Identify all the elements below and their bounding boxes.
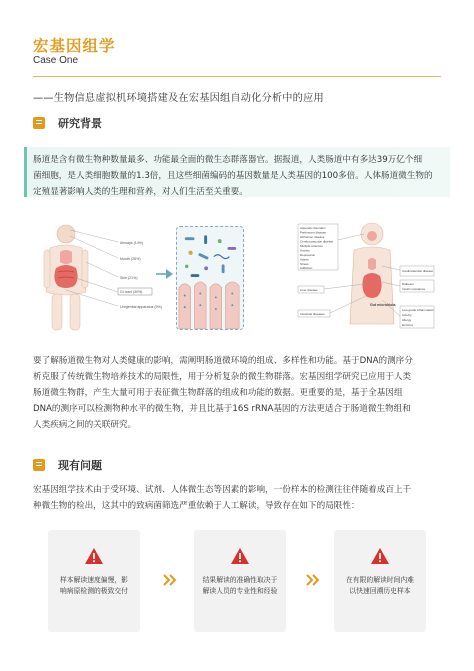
disease-label: Alzheimer disease <box>300 235 325 239</box>
section-heading-background <box>33 116 102 130</box>
card-line: 响病原检测的极致交付 <box>60 587 128 595</box>
problems-paragraph <box>33 482 445 514</box>
limitation-card <box>48 530 140 632</box>
paragraph-line: 宏基因组学技术由于受环境、试剂、人体微生态等因素的影响，一份样本的检测往往伴随着成百上千 <box>33 485 412 495</box>
double-chevron-right-icon <box>306 574 320 586</box>
intro-line: 定殖显著影响人类的生理和营养，对人们生活至关重要。 <box>33 187 248 197</box>
section-heading-problems <box>33 458 102 472</box>
limitation-card <box>194 530 286 632</box>
arrow-right-icon <box>156 268 174 280</box>
human-body-illustration <box>44 225 88 330</box>
label-airways: Airways (14%) <box>120 241 144 245</box>
disease-label: Stress <box>300 262 309 266</box>
section-label: 现有问题 <box>58 459 102 472</box>
label-urogenital: Urogenital apparatus (9%) <box>120 305 162 309</box>
card-text <box>52 575 136 597</box>
disease-label: Activity <box>402 313 412 317</box>
disease-label: Allergy <box>402 318 412 322</box>
disease-label: Addiction <box>300 266 313 270</box>
disease-label: Cerebrovascular disease <box>300 239 334 244</box>
disease-label: Appendix disorders <box>300 226 326 230</box>
gut-microbiota-label: Gut microbiota <box>370 303 396 307</box>
card-line: 在有限的解读时间内难 <box>346 576 414 584</box>
label-mouth: Mouth (26%) <box>120 257 141 261</box>
card-text <box>198 575 282 597</box>
paragraph-line: 种微生物的检出，这其中的致病菌筛选严重依赖于人工解读，导致存在如下的局限性： <box>33 501 360 511</box>
bacteria-illustration <box>185 235 236 277</box>
disease-label: Multiple sclerosis <box>300 244 323 248</box>
intestinal-villi <box>179 282 239 329</box>
gut-disease-figure <box>296 220 436 332</box>
disease-label: Insulin resistance <box>402 287 426 291</box>
disease-label: Liver disease <box>300 288 318 292</box>
title-divider <box>33 76 441 77</box>
body-microbiome-figure <box>36 222 162 332</box>
page-tagline: ——生物信息虚拟机环境搭建及在宏基因组自动化分析中的应用 <box>33 93 324 104</box>
paragraph-line: 析克服了传统微生物培养技术的局限性，用于分析复杂的微生物群落。宏基因组学研究已应用于人类 <box>33 372 412 382</box>
limitations-cards <box>48 530 432 632</box>
disease-label: Cardiovascular disease <box>402 269 434 273</box>
label-gi-tract: GI tract (30%) <box>120 290 143 294</box>
intro-text <box>33 152 445 200</box>
page-subtitle: Case One <box>33 55 79 66</box>
disease-label: Low-grade inflammation <box>402 308 435 312</box>
disease-label: Parkinsons disease <box>300 230 327 235</box>
card-line: 以快速回溯历史样本 <box>349 587 411 595</box>
intro-line: 菌细胞，是人类细胞数量的1.3倍，且这些细菌编码的基因数量是人类基因的100多倍。人体肠道微生物的 <box>33 171 433 181</box>
section-label: 研究背景 <box>58 117 102 130</box>
human-silhouette <box>350 223 394 324</box>
gut-bacteria-figure <box>176 226 244 330</box>
document-icon <box>33 117 45 129</box>
card-line: 结果解读的准确性取决于 <box>202 576 278 584</box>
label-skin: Skin (21%) <box>120 276 138 280</box>
limitation-card <box>334 530 426 632</box>
disease-label: Depression <box>300 253 316 257</box>
card-text <box>338 575 422 597</box>
warning-icon <box>371 548 389 564</box>
background-paragraph <box>33 353 445 433</box>
warning-icon <box>231 548 249 564</box>
double-chevron-right-icon <box>163 574 177 586</box>
disease-label: Anxiety <box>300 248 310 253</box>
card-line: 解读人员的专业性和经验 <box>202 587 278 595</box>
document-icon <box>33 459 45 471</box>
page-title: 宏基因组学 <box>33 37 116 55</box>
disease-label: Diabetes <box>402 282 414 286</box>
warning-icon <box>85 548 103 564</box>
card-line: 样本解读速度偏慢，影 <box>60 576 128 584</box>
paragraph-line: 人类疾病之间的关联研究。 <box>33 420 137 430</box>
intro-line: 肠道是含有微生物种数量最多、功能最全面的微生态群落器官。据报道，人类肠道中有多达39万亿个细 <box>33 155 423 165</box>
disease-label: Autism <box>300 257 310 262</box>
disease-label: Intestinal diseases <box>300 312 325 316</box>
paragraph-line: DNA的测序可以检测物种水平的微生物，并且比基于16S rRNA基因的方法更适合于肠道微生物组和 <box>33 404 411 414</box>
disease-label: Eczema <box>402 323 413 327</box>
paragraph-line: 肠道微生物群，产生大量可用于表征微生物群落的组成和功能的数据。更重要的是，基于全基因组 <box>33 388 403 398</box>
paragraph-line: 要了解肠道微生物对人类健康的影响，需阐明肠道微环境的组成、多样性和功能。基于DNA的测序分 <box>33 356 413 366</box>
